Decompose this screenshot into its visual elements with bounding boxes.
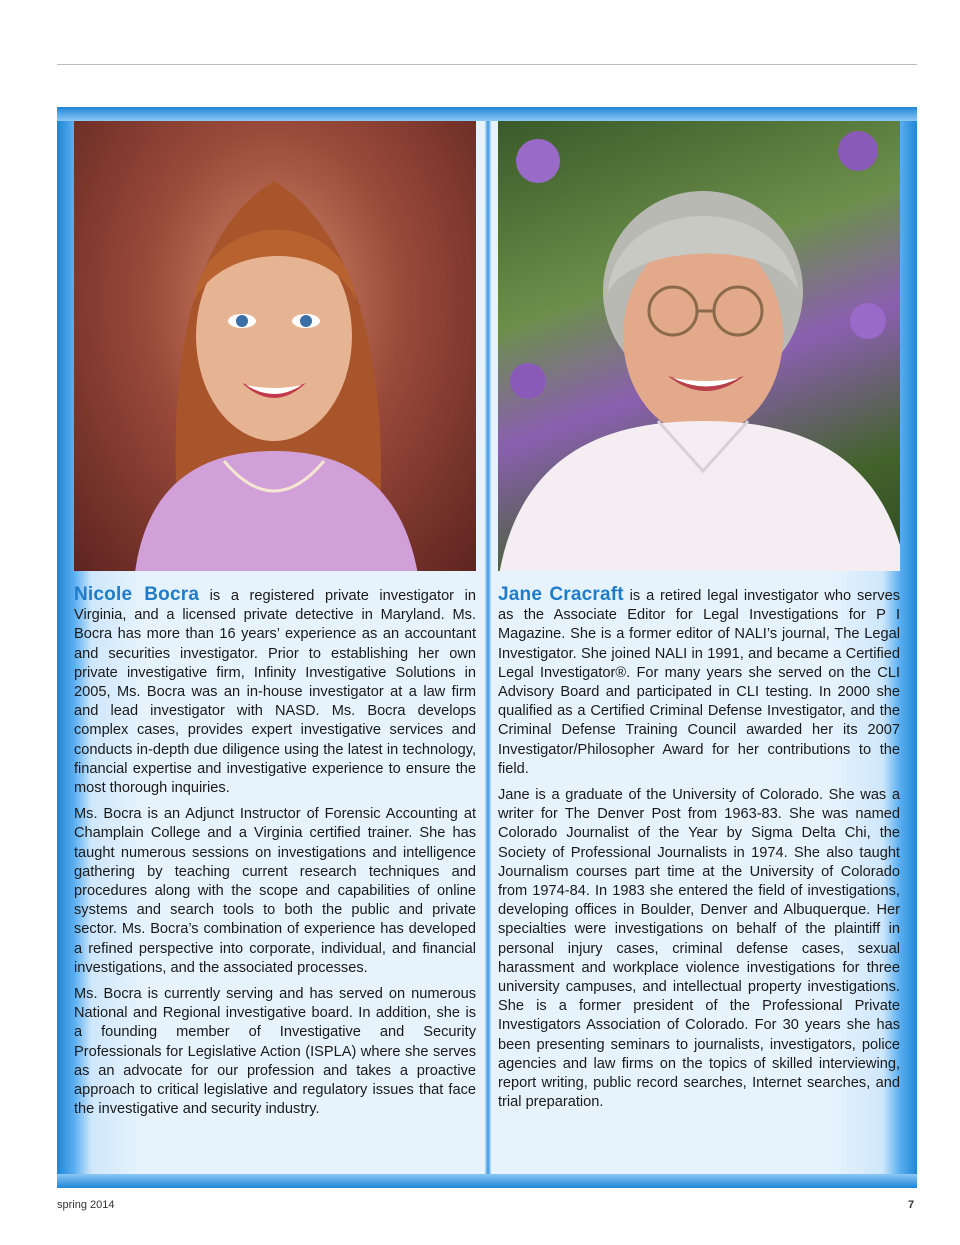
- bio-intro-text: is a retired legal investigator who serves as the Associate Editor for Legal Investigations for P I Magazine. She is a former editor of NALI’s journal, The Legal Investigator. She joined NALI in 1991, and became a Certified Legal Investigator®. For many years she served on the CLI Advisory Board and participated in CLI testing. In 2000 she qualified as a Certified Criminal Defense Investigator, and the Criminal Defense Training Council awarded her its 2007 Investigator/Philosopher Award for her contributions to the field.: [498, 588, 900, 777]
- bio-intro-text: is a registered private investigator in Virginia, and a licensed private detective in Maryland. Ms. Bocra has more than 16 years’ experience as an accountant and securities investigator. Prior to establishing her own private investigative firm, Infinity Investigative Solutions in 2005, Ms. Bocra was an in-house investigator at a law firm and lead investigator with NASD. Ms. Bocra develops complex cases, provides expert investigative services and conducts in-depth due diligence using the latest in technology, financial expertise and investigative experience to ensure the most thorough inquiries.: [74, 588, 476, 797]
- bio-paragraph: Jane is a graduate of the University of Colorado. She was a writer for The Denver Post from 1963-83. She was named Colorado Journalist of the Year by Sigma Delta Chi, the Society of Professional Journalists in 1974. She also taught Journalism courses part time at the University of Colorado from 1974-84. In 1983 she entered the field of investigations, developing offices in Boulder, Denver and Albuquerque. Her specialties were investigations on behalf of the plaintiff in personal injury cases, criminal defense cases, sexual harassment and workplace violence investigations for three university campuses, and intellectual property investigations. She is a former president of the Professional Private Investigators Association of Colorado. For 30 years she has been presenting seminars to journalists, investigators, police agencies and law firms on the topics of skilled interviewing, report writing, public record searches, Internet searches, and trial preparation.: [498, 787, 900, 1111]
- bio-paragraph: Ms. Bocra is currently serving and has served on numerous National and Regional investigative board. In addition, she is a founding member of Investigative and Security Professionals for Legislative Action (ISPLA) where she serves as an advocate for our profession and takes a proactive approach to critical legislative and regulatory issues that face the investigative and security industry.: [74, 986, 476, 1118]
- nicole-bocra-bio: [69, 585, 481, 1119]
- column-divider: [485, 121, 491, 1174]
- profile-nicole-bocra: [69, 121, 481, 1126]
- issue-label: spring 2014: [57, 1199, 115, 1211]
- jane-cracraft-bio: [493, 585, 905, 1112]
- jane-portrait-illustration: [498, 121, 900, 571]
- jane-cracraft-photo: [498, 121, 900, 571]
- page-number: 7: [908, 1199, 915, 1211]
- nicole-portrait-illustration: [74, 121, 476, 571]
- bio-paragraph: Ms. Bocra is an Adjunct Instructor of Forensic Accounting at Champlain College and a Virginia certified trainer. She has taught numerous sessions on investigations and intelligence gathering by teaching current research techniques and procedures along with the scope and capabilities of online systems and search tools to both the public and private sector. Ms. Bocra’s combination of experience has developed a refined perspective into corporate, individual, and financial investigations, and the associated processes.: [74, 806, 476, 976]
- nicole-bocra-name: Nicole Bocra: [74, 584, 200, 605]
- jane-cracraft-name: Jane Cracraft: [498, 584, 624, 605]
- bio-paragraph: [74, 585, 476, 798]
- bio-paragraph: [498, 585, 900, 779]
- top-rule: [57, 64, 917, 65]
- nicole-bocra-photo: [74, 121, 476, 571]
- profiles-panel: [57, 107, 917, 1188]
- profile-jane-cracraft: [493, 121, 905, 1119]
